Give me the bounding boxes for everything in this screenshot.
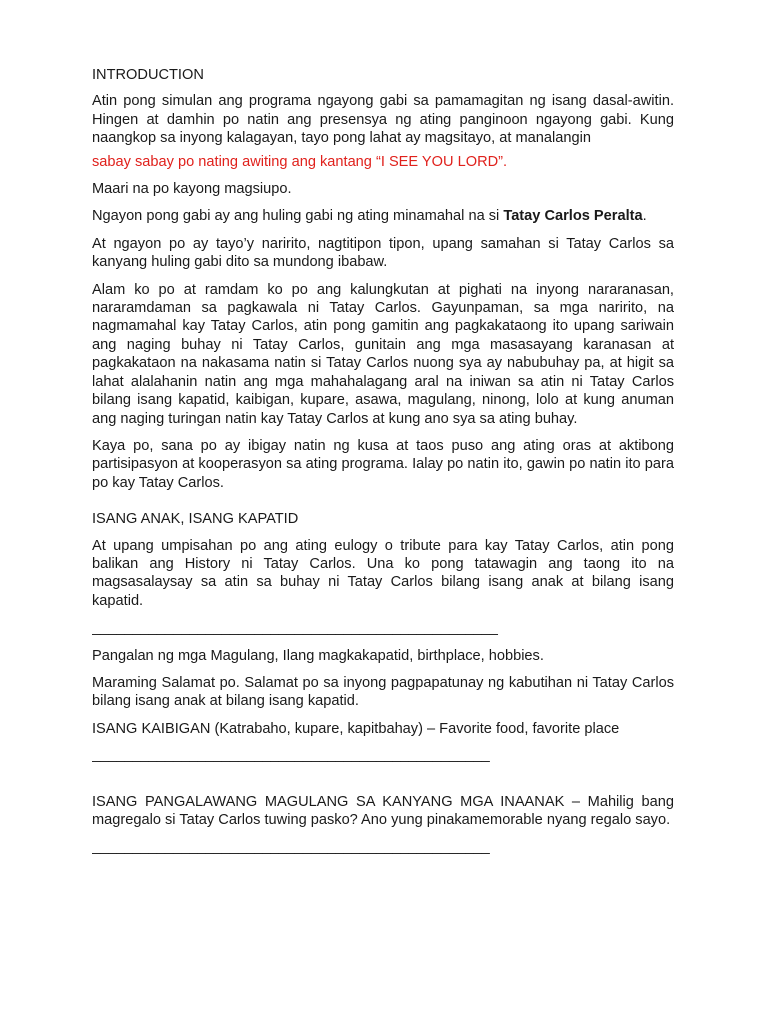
section-heading-introduction: INTRODUCTION — [92, 67, 204, 83]
intro-paragraph-1-text: Atin pong simulan ang programa ngayong gabi sa pamamagitan ng isang dasal-awitin. Hingen at damhin po natin ang presensya ng ating panginoon ngayong gabi. Kung naangkop sa inyong kalagayan, tayo pong lahat ay magsitayo, at manalangin — [92, 93, 674, 147]
anak-paragraph-eulogy: At upang umpisahan po ang ating eulogy o tribute para kay Tatay Carlos, atin pong balikan ang History ni Tatay Carlos. Una ko pong tatawagin ang taong ito na magsasalaysay sa atin sa buhay ni Tatay Carlos bilang isang anak at bilang isang kapatid. — [92, 537, 674, 609]
section-magulang: ISANG PANGALAWANG MAGULANG SA KANYANG MGA INAANAK – Mahilig bang magregalo si Tatay Carlos tuwing pasko? Ano yung pinakamemorable nyang regalo sayo. — [92, 793, 674, 828]
intro-paragraph-participation: Kaya po, sana po ay ibigay natin ng kusa at taos puso ang ating oras at aktibong partisipasyon at kooperasyon sa ating programa. Ialay po natin ito, gawin po natin ito para po kay Tatay Carlos. — [92, 437, 674, 491]
anak-paragraph-thanks: Maraming Salamat po. Salamat po sa inyong pagpapatunay ng kabutihan ni Tatay Carlos bilang isang anak at bilang isang kapatid. — [92, 674, 674, 710]
intro-paragraph-grief: Alam ko po at ramdam ko po ang kalungkutan at pighati na inyong nararanasan, nararamdaman sa pagkawala ni Tatay Carlos. Gayunpaman, sa mga naririto, na nagmamahal kay Tatay Carlos, atin pong gamitin ang pagkakataong ito upang sariwain ang naging buhay ni Tatay Carlos, gunitain ang mga masasayang karanasan at pagkakataon na nakasama natin si Tatay Carlos nuong sya ay nabubuhay pa, at higit sa lahat alalahanin natin ang mga mahahalagang aral na iniwan sa atin ni Tatay Carlos bilang isang kapatid, kaibigan, kupare, asawa, magulang, ninong, lolo at kung anuman ang naging turingan natin kay Tatay Carlos at kung ano sya sa ating buhay. — [92, 281, 674, 427]
deceased-name: Tatay Carlos Peralta — [503, 208, 643, 225]
intro-paragraph-name — [92, 207, 674, 225]
section-heading-anak: ISANG ANAK, ISANG KAPATID — [92, 511, 299, 528]
intro-name-suffix: . — [642, 208, 647, 225]
anak-paragraph-details: Pangalan ng mga Magulang, Ilang magkakapatid, birthplace, hobbies. — [92, 647, 544, 664]
speaker-blank-line-3: _________________________________________________ — [92, 839, 490, 856]
document-page — [92, 66, 674, 866]
speaker-blank-line-1: __________________________________________________ — [92, 620, 498, 637]
intro-paragraph-gathering: At ngayon po ay tayo’y naririto, nagtitipon tipon, upang samahan si Tatay Carlos sa kanyang huling gabi dito sa mundong ibabaw. — [92, 235, 674, 271]
section-heading-kaibigan: ISANG KAIBIGAN (Katrabaho, kupare, kapitbahay) – Favorite food, favorite place — [92, 720, 620, 737]
intro-song-instruction: sabay sabay po nating awiting ang kantang “I SEE YOU LORD”. — [92, 153, 508, 170]
intro-paragraph-sit: Maari na po kayong magsiupo. — [92, 181, 292, 198]
intro-name-prefix: Ngayon pong gabi ay ang huling gabi ng ating minamahal na si — [92, 208, 504, 225]
speaker-blank-line-2: _________________________________________________ — [92, 747, 490, 764]
intro-paragraph-1 — [92, 92, 674, 147]
